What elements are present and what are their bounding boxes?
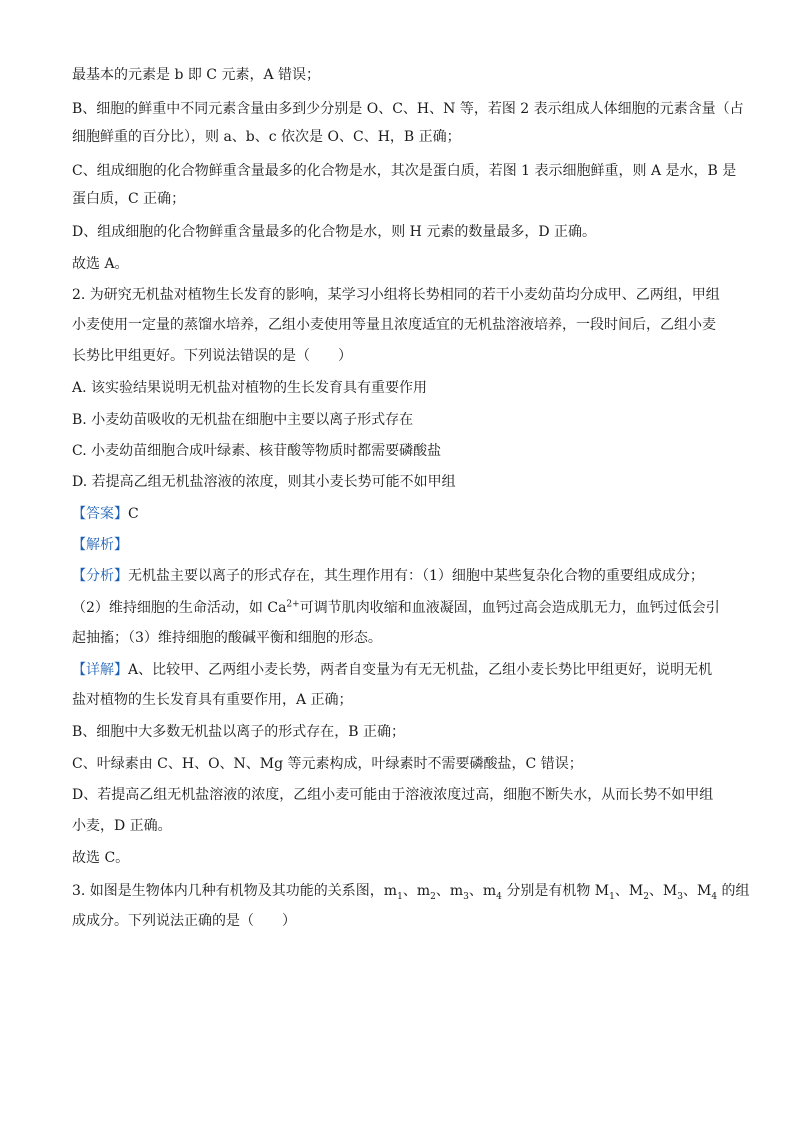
- fenxi-text: （2）维持细胞的生命活动，如 Ca: [72, 600, 287, 616]
- question-3-stem: 成成分。下列说法正确的是（ ）: [72, 913, 296, 929]
- xiangjie-label: 【详解】: [72, 662, 128, 678]
- xiangjie-line: B、细胞中大多数无机盐以离子的形式存在，B 正确；: [72, 724, 406, 740]
- q3-text: 、m: [402, 883, 431, 899]
- q3-text: 、M: [648, 883, 678, 899]
- answer-label: 【答案】: [72, 506, 128, 522]
- subscript: 4: [711, 891, 718, 902]
- q3-text: 3. 如图是生物体内几种有机物及其功能的关系图，m: [72, 883, 398, 899]
- fenxi-text: 无机盐主要以离子的形式存在，其生理作用有：（1）细胞中某些复杂化合物的重要组成成分；: [128, 568, 704, 584]
- subscript: 1: [397, 891, 403, 902]
- analysis-label: [72, 535, 732, 555]
- option-d: D. 若提高乙组无机盐溶液的浓度，则其小麦长势可能不如甲组: [72, 474, 456, 490]
- fenxi-text: 可调节肌肉收缩和血液凝固，血钙过高会造成肌无力，血钙过低会引: [299, 600, 720, 616]
- q3-text: 、M: [683, 883, 712, 899]
- answer-value: C: [128, 506, 139, 522]
- xiangjie-line: 小麦，D 正确。: [72, 818, 172, 834]
- text-line: C、组成细胞的化合物鲜重含量最多的化合物是水，其次是蛋白质，若图 1 表示细胞鲜重，则 A 是水，B 是: [72, 163, 737, 179]
- text-line: 最基本的元素是 b 即 C 元素，A 错误；: [72, 67, 321, 83]
- superscript: 2+: [286, 599, 300, 610]
- text-line: 故选 A。: [72, 256, 129, 272]
- fenxi-line: [72, 566, 732, 586]
- option-a: A. 该实验结果说明无机盐对植物的生长发育具有重要作用: [72, 380, 428, 396]
- subscript: 3: [463, 891, 469, 902]
- subscript: 2: [430, 891, 436, 902]
- xiangjie-text: A、比较甲、乙两组小麦长势，两者自变量为有无无机盐，乙组小麦长势比甲组更好，说明无机: [128, 662, 713, 678]
- xiangjie-line: 盐对植物的生长发育具有重要作用，A 正确；: [72, 692, 353, 708]
- text-line: B、细胞的鲜重中不同元素含量由多到少分别是 O、C、H、N 等，若图 2 表示组成人体细胞的元素含量（占: [72, 101, 744, 117]
- question-3-stem: [72, 881, 750, 902]
- fenxi-line: 起抽搐；（3）维持细胞的酸碱平衡和细胞的形态。: [72, 630, 382, 646]
- q3-text: 的组: [717, 883, 750, 899]
- fenxi-label: 【分析】: [72, 568, 128, 584]
- option-b: B. 小麦幼苗吸收的无机盐在细胞中主要以离子形式存在: [72, 412, 414, 428]
- text-line: 蛋白质，C 正确；: [72, 191, 186, 207]
- text-line: D、组成细胞的化合物鲜重含量最多的化合物是水，则 H 元素的数量最多，D 正确。: [72, 224, 597, 240]
- text-line: 细胞鲜重的百分比），则 a、b、c 依次是 O、C、H，B 正确；: [72, 129, 461, 145]
- fenxi-line: [72, 598, 732, 618]
- xiangjie-line: 故选 C。: [72, 850, 130, 866]
- analysis-tag: 【解析】: [72, 537, 128, 553]
- xiangjie-line: C、叶绿素由 C、H、O、N、Mg 等元素构成，叶绿素时不需要磷酸盐，C 错误；: [72, 756, 583, 772]
- question-2-stem: 2. 为研究无机盐对植物生长发育的影响，某学习小组将长势相同的若干小麦幼苗均分成甲、乙两组，甲组: [72, 287, 720, 303]
- subscript: 4: [496, 891, 502, 902]
- subscript: 1: [609, 891, 615, 902]
- q3-text: 、m: [468, 883, 497, 899]
- option-c: C. 小麦幼苗细胞合成叶绿素、核苷酸等物质时都需要磷酸盐: [72, 443, 442, 459]
- question-2-stem: 长势比甲组更好。下列说法错误的是（ ）: [72, 348, 352, 364]
- subscript: 2: [643, 891, 649, 902]
- q3-text: 、m: [435, 883, 464, 899]
- xiangjie-line: [72, 660, 732, 680]
- q3-text: 分别是有机物 M: [501, 883, 610, 899]
- xiangjie-line: D、若提高乙组无机盐溶液的浓度，乙组小麦可能由于溶液浓度过高，细胞不断失水，从而长势不如甲组: [72, 787, 714, 803]
- subscript: 3: [677, 891, 684, 902]
- question-2-stem: 小麦使用一定量的蒸馏水培养，乙组小麦使用等量且浓度适宜的无机盐溶液培养，一段时间后，乙组小麦: [72, 317, 716, 333]
- q3-text: 、M: [614, 883, 644, 899]
- answer-line: [72, 504, 732, 524]
